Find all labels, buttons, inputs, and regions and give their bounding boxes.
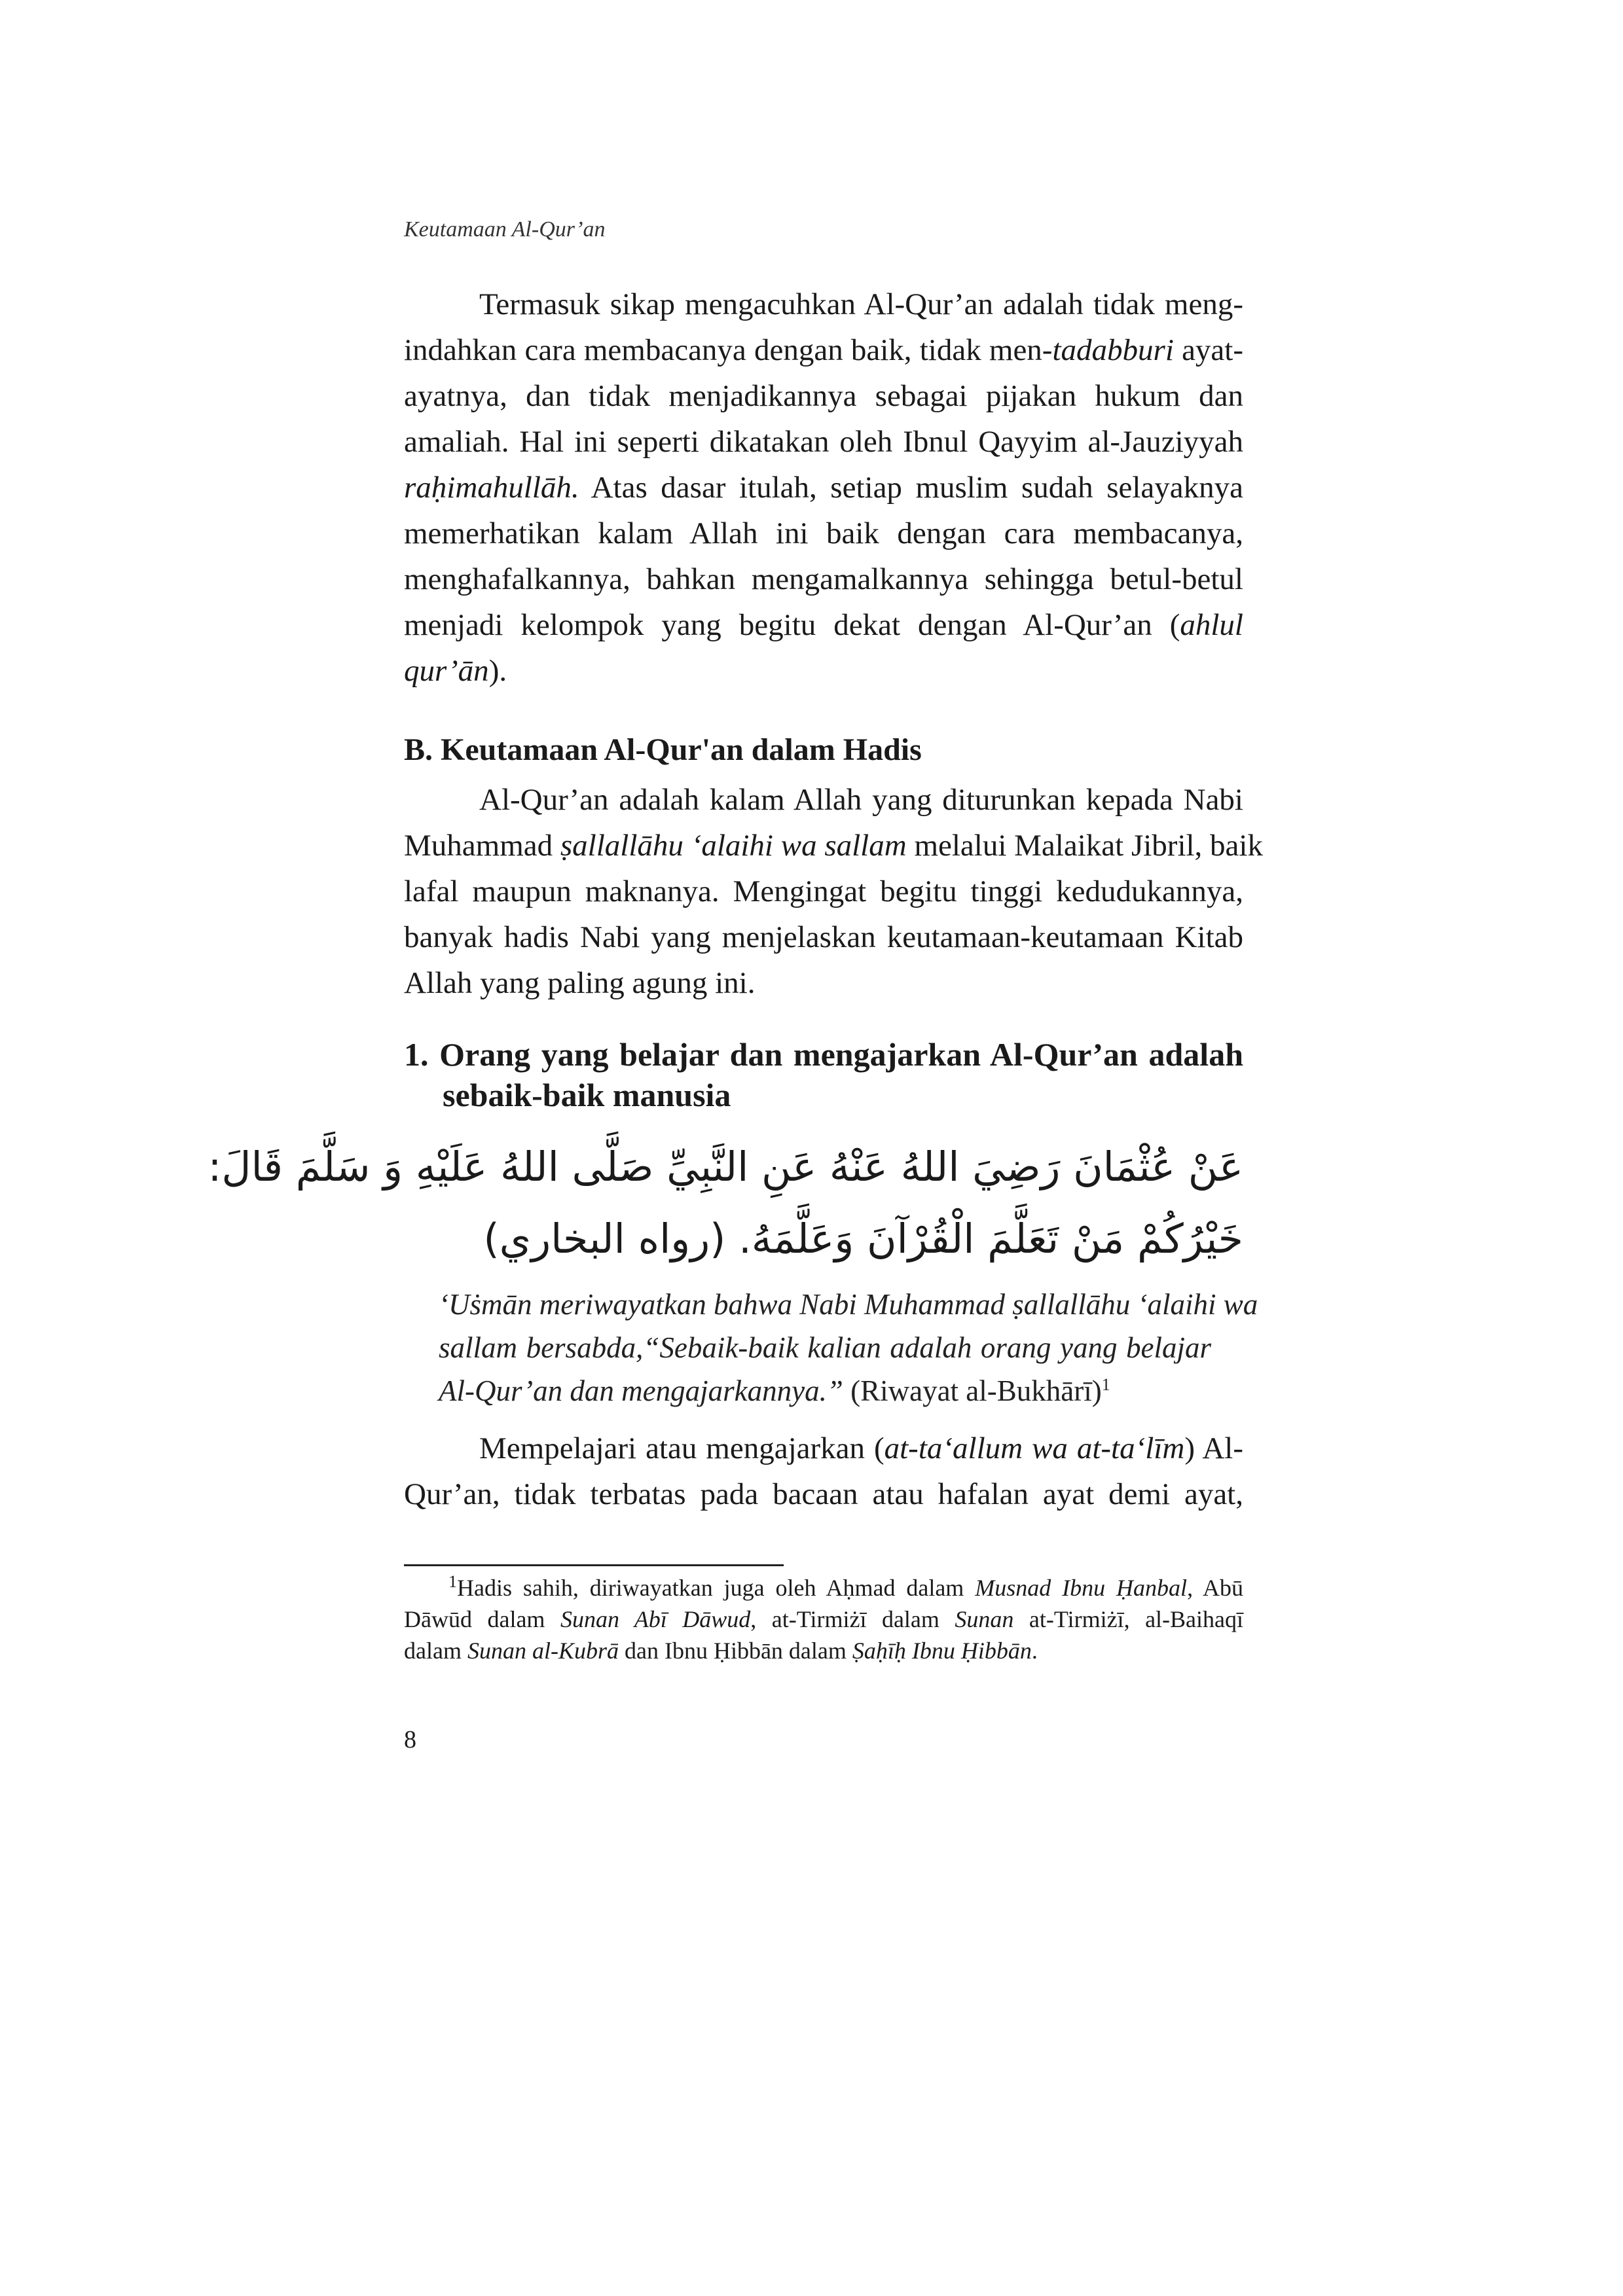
- closing-paragraph: [404, 1426, 1243, 1517]
- translation-line: ‘Uṡmān meriwayatkan bahwa Nabi Muhammad ṣallallāhu ‘alaihi wa: [439, 1288, 1258, 1321]
- text-line: raḥimahullāh. Atas dasar itulah, setiap muslim sudah selayaknya: [404, 471, 1243, 505]
- text-line: Mempelajari atau mengajarkan (at-ta‘allum wa at-ta‘līm) Al-: [479, 1431, 1244, 1465]
- footnote-line: dalam Sunan al-Kubrā dan Ibnu Ḥibbān dalam Ṣaḥīḥ Ibnu Ḥibbān.: [404, 1638, 1038, 1664]
- text-line: amaliah. Hal ini seperti dikatakan oleh Ibnul Qayyim al-Jauziyyah: [404, 425, 1243, 459]
- section-b-paragraph: [404, 777, 1263, 1006]
- text-line: Allah yang paling agung ini.: [404, 966, 756, 1000]
- text-line: Qur’an, tidak terbatas pada bacaan atau hafalan ayat demi ayat,: [404, 1477, 1243, 1511]
- arabic-hadith-line: عَنْ عُثْمَانَ رَضِيَ اللهُ عَنْهُ عَنِ النَّبِيِّ صَلَّى اللهُ عَلَيْهِ وَ سَلَّمَ قَالَ:: [208, 1143, 1243, 1191]
- footnote: [404, 1572, 1243, 1666]
- footnote-reference: 1: [1101, 1375, 1110, 1394]
- footnote-divider: [404, 1564, 784, 1566]
- running-header: Keutamaan Al-Qur’an: [404, 217, 606, 242]
- section-heading: B. Keutamaan Al-Qur'an dalam Hadis: [404, 732, 922, 767]
- text-line: banyak hadis Nabi yang menjelaskan keutamaan-keutamaan Kitab: [404, 920, 1243, 954]
- arabic-hadith-line: خَيْرُكُمْ مَنْ تَعَلَّمَ الْقُرْآنَ وَعَلَّمَهُ. (رواه البخاري): [483, 1215, 1243, 1263]
- heading-line: sebaik-baik manusia: [443, 1077, 731, 1113]
- text-line: Muhammad ṣallallāhu ‘alaihi wa sallam melalui Malaikat Jibril, baik: [404, 829, 1263, 863]
- text-line: ayatnya, dan tidak menjadikannya sebagai pijakan hukum dan: [404, 379, 1243, 413]
- hadith-translation: [439, 1283, 1258, 1412]
- text-line: memerhatikan kalam Allah ini baik dengan cara membacanya,: [404, 516, 1243, 550]
- text-line: qur’ān).: [404, 654, 507, 688]
- heading-line: 1. Orang yang belajar dan mengajarkan Al-Qur’an adalah: [404, 1036, 1243, 1073]
- point-heading: [404, 1034, 1243, 1115]
- footnote-line: $^1$Hadis sahih, diriwayatkan juga oleh Aḥmad dalam Musnad Ibnu Ḥanbal, Abū: [448, 1572, 1243, 1601]
- text-line: Al-Qur’an adalah kalam Allah yang diturunkan kepada Nabi: [479, 783, 1243, 817]
- text-line: menjadi kelompok yang begitu dekat dengan Al-Qur’an (ahlul: [404, 608, 1243, 642]
- page-number: 8: [404, 1726, 416, 1753]
- text-line: lafal maupun maknanya. Mengingat begitu tinggi kedudukannya,: [404, 874, 1243, 908]
- translation-line: sallam bersabda,“Sebaik-baik kalian adalah orang yang belajar: [439, 1331, 1211, 1364]
- intro-paragraph: [404, 281, 1243, 694]
- text-line: indahkan cara membacanya dengan baik, tidak men-tadabburi ayat-: [404, 333, 1244, 367]
- text-line: Termasuk sikap mengacuhkan Al-Qur’an adalah tidak meng-: [479, 287, 1243, 321]
- footnote-line: Dāwūd dalam Sunan Abī Dāwud, at-Tirmiżī dalam Sunan at-Tirmiżī, al-Baihaqī: [404, 1606, 1244, 1632]
- text-line: menghafalkannya, bahkan mengamalkannya sehingga betul-betul: [404, 562, 1243, 596]
- translation-line: Al-Qur’an dan mengajarkannya.” (Riwayat al-Bukhārī)$^1$: [439, 1374, 1110, 1407]
